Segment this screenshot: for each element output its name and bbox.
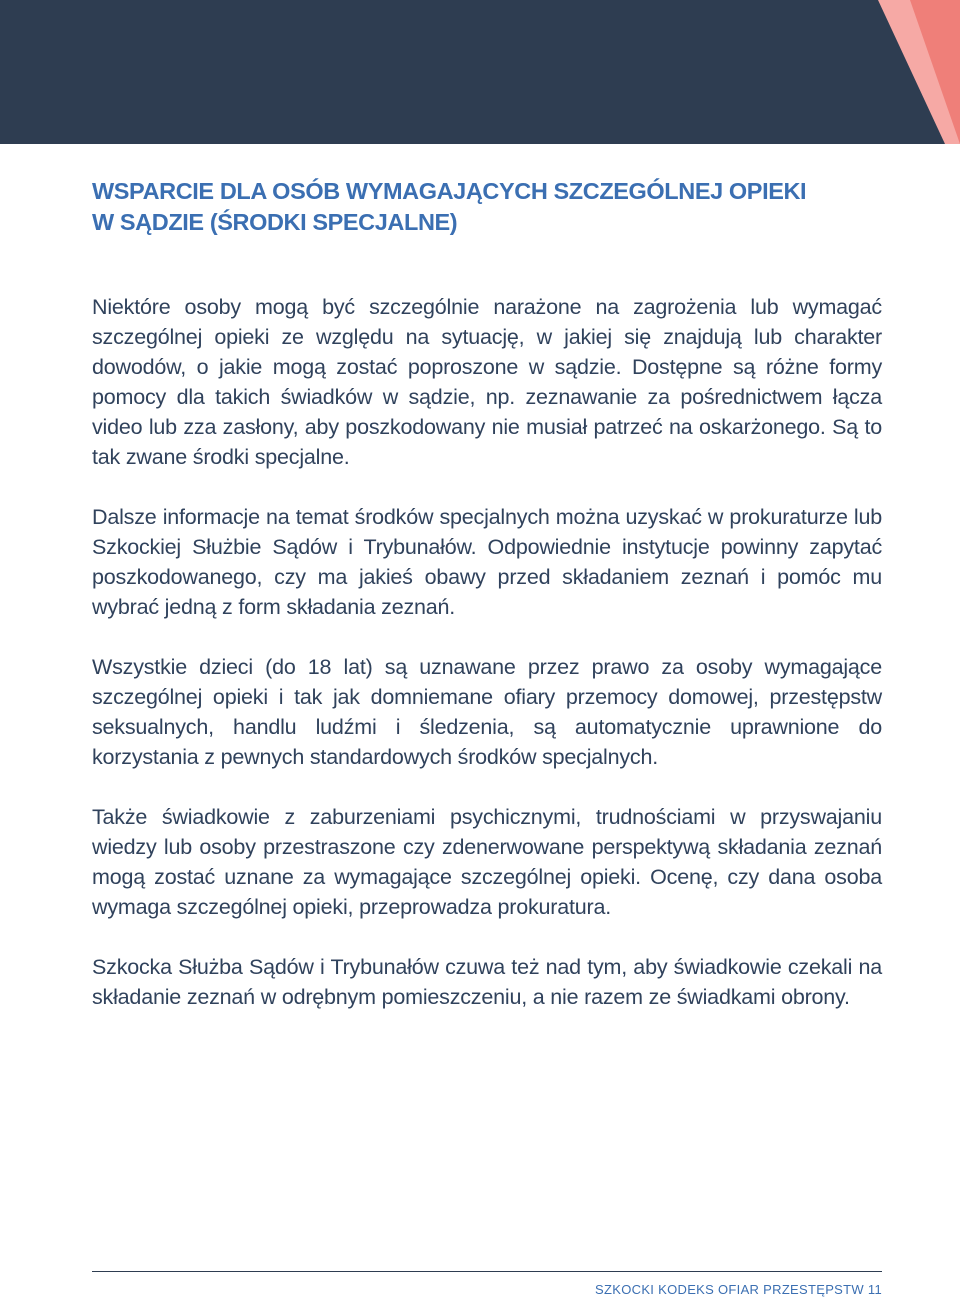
- corner-decoration: [0, 0, 960, 144]
- footer-title: SZKOCKI KODEKS OFIAR PRZESTĘPSTW: [595, 1282, 864, 1297]
- paragraph-5: Szkocka Służba Sądów i Trybunałów czuwa też nad tym, aby świadkowie czekali na składanie zeznań w odrębnym pomieszczeniu, a nie razem ze świadkami obrony.: [92, 955, 882, 1009]
- footer: [595, 1282, 882, 1297]
- heading-line-1: WSPARCIE DLA OSÓB WYMAGAJĄCYCH SZCZEGÓLNEJ OPIEKI: [92, 178, 807, 204]
- paragraph-4: Także świadkowie z zaburzeniami psychicznymi, trudnościami w przyswajaniu wiedzy lub osoby przestraszone czy zdenerwowane perspektywą składania zeznań mogą zostać uznane za wymagające szczególnej opieki. Ocenę, czy dana osoba wymaga szczególnej opieki, przeprowadza prokuratura.: [92, 805, 882, 919]
- page-number: 11: [867, 1282, 882, 1297]
- main-content: [92, 176, 882, 1012]
- paragraph-2: Dalsze informacje na temat środków specjalnych można uzyskać w prokuraturze lub Szkockiej Służbie Sądów i Trybunałów. Odpowiednie instytucje powinny zapytać poszkodowanego, czy ma jakieś obawy przed składaniem zeznań i pomóc mu wybrać jedną z form składania zeznań.: [92, 505, 882, 619]
- section-heading: [92, 176, 882, 238]
- paragraph-1: Niektóre osoby mogą być szczególnie narażone na zagrożenia lub wymagać szczególnej opieki ze względu na sytuację, w jakiej się znajdują lub charakter dowodów, o jakie mogą zostać poproszone w sądzie. Dostępne są różne formy pomocy dla takich świadków w sądzie, np. zeznawanie za pośrednictwem łącza video lub zza zasłony, aby poszkodowany nie musiał patrzeć na oskarżonego. Są to tak zwane środki specjalne.: [92, 295, 882, 469]
- heading-line-2: W SĄDZIE (ŚRODKI SPECJALNE): [92, 209, 458, 235]
- footer-divider: [92, 1271, 882, 1272]
- paragraph-3: Wszystkie dzieci (do 18 lat) są uznawane przez prawo za osoby wymagające szczególnej opieki i tak jak domniemane ofiary przemocy domowej, przestępstw seksualnych, handlu ludźmi i śledzenia, są automatycznie uprawnione do korzystania z pewnych standardowych środków specjalnych.: [92, 655, 882, 769]
